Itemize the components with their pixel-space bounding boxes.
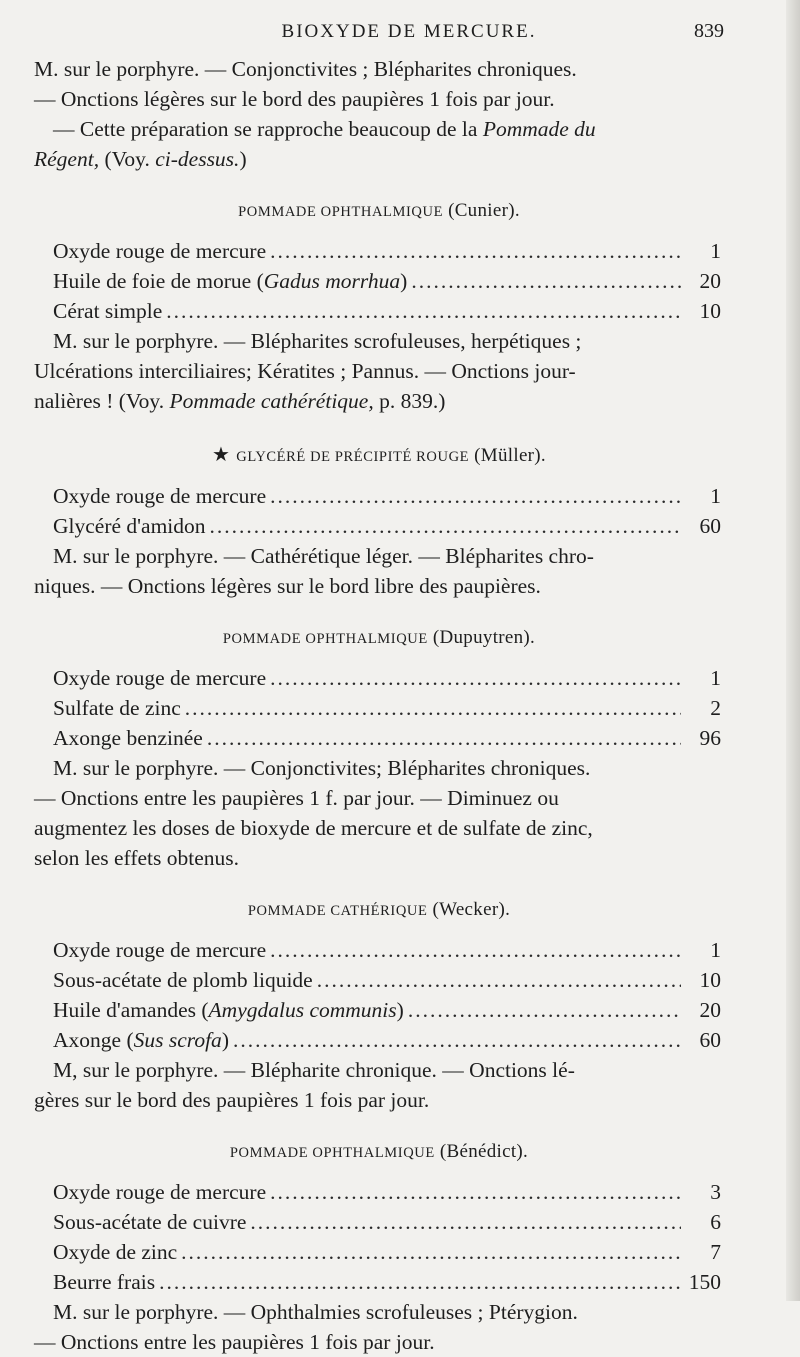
recipe-title: GLYCÉRÉ DE PRÉCIPITÉ ROUGE [236,449,470,465]
intro-line: — Onctions légères sur le bord des paupières 1 fois par jour. [34,87,555,111]
recipe-title: POMMADE OPHTHALMIQUE [238,204,444,220]
recipe-heading [34,200,724,222]
recipe-author: (Bénédict). [434,1141,529,1162]
ingredient-quantity: 150 [688,1270,721,1294]
ingredient-row [53,296,721,326]
ingredient-list [53,1177,721,1297]
ingredient-row [53,935,721,965]
instruction-line: M, sur le porphyre. — Blépharite chronique. — Onctions lé- [53,1058,575,1082]
instruction-line: M. sur le porphyre. — Ophthalmies scrofuleuses ; Ptérygion. [53,1300,578,1324]
dot-leader [185,693,681,723]
instruction-text: p. 839.) [373,389,446,413]
intro-line [34,114,724,144]
recipe-author: (Dupuytren). [427,627,536,648]
ingredient-name [53,995,404,1025]
instruction-line: augmentez les doses de bioxyde de mercure et de sulfate de zinc, [34,816,593,840]
recipe-heading [34,1141,724,1163]
page-number: 839 [694,20,724,42]
intro-text: ) [239,147,247,171]
ingredient-name [53,935,266,965]
ingredient-quantity: 2 [710,696,721,720]
ingredient-row [53,1025,721,1055]
ingredient-row [53,723,721,753]
ingredient-quantity: 7 [710,1240,721,1264]
recipe-author: (Müller). [469,445,546,466]
ingredient-name [53,723,203,753]
ingredient-name [53,236,266,266]
ingredient-name-end: ) [221,1028,229,1052]
ingredient-name [53,1267,155,1297]
dot-leader [408,995,681,1025]
recipe-section [34,627,724,873]
dot-leader [159,1267,681,1297]
ingredient-quantity: 1 [710,938,721,962]
instruction-line: M. sur le porphyre. — Conjonctivites; Blépharites chroniques. [53,756,591,780]
ingredient-name-text: Oxyde rouge de mercure [53,1180,267,1204]
recipe-author: (Wecker). [427,899,511,920]
ingredient-name-text: Glycéré d'amidon [53,514,206,538]
ingredient-row [53,965,721,995]
ingredient-latin-name: Amygdalus communis [208,998,397,1022]
ingredient-row [53,1177,721,1207]
instruction-line: niques. — Onctions légères sur le bord libre des paupières. [34,574,541,598]
ingredient-quantity: 10 [699,299,721,323]
ingredient-name [53,1237,177,1267]
recipe-instructions [34,1297,724,1357]
ingredient-row [53,481,721,511]
dot-leader [270,481,681,511]
ingredient-row [53,1237,721,1267]
recipe-heading [34,442,724,467]
intro-paragraph [34,54,724,174]
ingredient-list [53,481,721,541]
ingredient-name [53,1177,266,1207]
dot-leader [411,266,681,296]
recipe-title: POMMADE CATHÉRIQUE [247,903,428,919]
ingredient-name-text: Axonge ( [53,1028,134,1052]
instruction-line: M. sur le porphyre. — Blépharites scrofuleuses, herpétiques ; [53,329,582,353]
recipe-instructions [34,326,724,416]
ingredient-row [53,236,721,266]
ingredient-quantity: 20 [699,998,721,1022]
ingredient-name-text: Oxyde rouge de mercure [53,484,267,508]
ingredient-name-text: Oxyde rouge de mercure [53,666,267,690]
ingredient-name-text: Cérat simple [53,299,163,323]
ingredient-name-text: Huile d'amandes ( [53,998,209,1022]
ingredient-name [53,1207,246,1237]
ingredient-row [53,1207,721,1237]
star-icon: ★ [212,444,231,466]
intro-italic: ci-dessus. [155,147,240,171]
recipe-title: POMMADE OPHTHALMIQUE [229,1145,435,1161]
ingredient-quantity: 60 [699,1028,721,1052]
recipe-author: (Cunier). [443,200,520,221]
dot-leader [207,723,681,753]
ingredient-latin-name: Sus scrofa [133,1028,222,1052]
ingredient-name [53,693,181,723]
intro-italic: Régent, [34,147,100,171]
dot-leader [181,1237,681,1267]
recipe-section [34,200,724,416]
ingredient-quantity: 1 [710,239,721,263]
recipe-instructions [34,753,724,873]
intro-text: — Cette préparation se rapproche beaucoup de la [53,117,483,141]
instruction-text: nalières ! (Voy. [34,389,170,413]
ingredient-row [53,663,721,693]
intro-italic: Pommade du [482,117,596,141]
dot-leader [233,1025,681,1055]
recipe-section [34,442,724,601]
dot-leader [250,1207,681,1237]
ingredient-quantity: 3 [710,1180,721,1204]
instruction-line: — Onctions entre les paupières 1 f. par jour. — Diminuez ou [34,786,559,810]
instruction-line: selon les effets obtenus. [34,846,240,870]
ingredient-quantity: 1 [710,666,721,690]
dot-leader [270,663,681,693]
ingredient-name [53,1025,229,1055]
instruction-line: Ulcérations interciliaires; Kératites ; Pannus. — Onctions jour- [34,359,576,383]
ingredient-quantity: 10 [699,968,721,992]
recipe-title: POMMADE OPHTHALMIQUE [222,631,428,647]
ingredient-name [53,266,407,296]
ingredient-name-text: Sous-acétate de plomb liquide [53,968,313,992]
intro-text: (Voy. [99,147,156,171]
instruction-line: gères sur le bord des paupières 1 fois par jour. [34,1088,430,1112]
dot-leader [270,236,681,266]
page-edge [786,0,800,1301]
dot-leader [210,511,681,541]
dot-leader [166,296,681,326]
ingredient-row [53,693,721,723]
ingredient-name-text: Oxyde de zinc [53,1240,178,1264]
instruction-line: — Onctions entre les paupières 1 fois par jour. [34,1330,435,1354]
ingredient-name-text: Axonge benzinée [53,726,203,750]
recipe-heading [34,899,724,921]
recipe-section [34,1141,724,1357]
page-content [34,20,724,1357]
ingredient-name-end: ) [400,269,408,293]
ingredient-quantity: 1 [710,484,721,508]
ingredient-quantity: 20 [699,269,721,293]
instruction-line: M. sur le porphyre. — Cathérétique léger. — Blépharites chro- [53,544,594,568]
ingredient-quantity: 96 [699,726,721,750]
ingredient-name [53,481,266,511]
ingredient-name-text: Huile de foie de morue ( [53,269,264,293]
intro-line: M. sur le porphyre. — Conjonctivites ; Blépharites chroniques. [34,57,577,81]
ingredient-name [53,965,313,995]
intro-line [34,144,724,174]
ingredient-list [53,663,721,753]
ingredient-name-end: ) [396,998,404,1022]
ingredient-quantity: 6 [710,1210,721,1234]
dot-leader [270,935,681,965]
ingredient-row [53,1267,721,1297]
ingredient-name-text: Beurre frais [53,1270,156,1294]
ingredient-row [53,995,721,1025]
running-title: BIOXYDE DE MERCURE. [281,21,537,42]
ingredient-name [53,663,266,693]
instruction-line [34,386,724,416]
recipe-heading [34,627,724,649]
running-head [34,20,724,54]
ingredient-name-text: Oxyde rouge de mercure [53,239,267,263]
ingredient-row [53,266,721,296]
ingredient-quantity: 60 [699,514,721,538]
ingredient-latin-name: Gadus morrhua [263,269,401,293]
ingredient-list [53,935,721,1055]
ingredient-list [53,236,721,326]
ingredient-name-text: Sulfate de zinc [53,696,181,720]
ingredient-name-text: Sous-acétate de cuivre [53,1210,247,1234]
recipe-instructions [34,1055,724,1115]
recipe-section [34,899,724,1115]
ingredient-name [53,296,162,326]
ingredient-name [53,511,206,541]
recipe-sections [34,200,724,1357]
recipe-instructions [34,541,724,601]
instruction-reference: Pommade cathérétique, [169,389,374,413]
ingredient-row [53,511,721,541]
dot-leader [270,1177,681,1207]
ingredient-name-text: Oxyde rouge de mercure [53,938,267,962]
dot-leader [317,965,681,995]
